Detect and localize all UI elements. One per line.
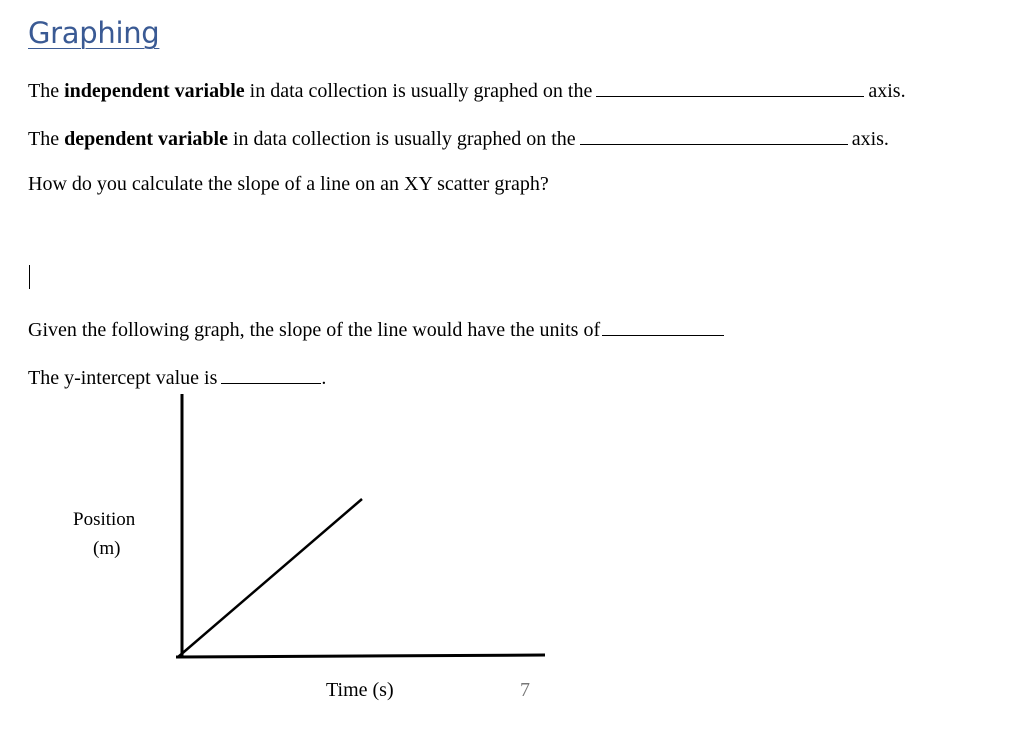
data-line: [178, 499, 362, 657]
q2-middle: in data collection is usually graphed on the: [228, 128, 576, 150]
page-number: 7: [520, 679, 530, 701]
q1-bold-term: independent variable: [64, 80, 245, 102]
q1-suffix: axis.: [868, 80, 906, 102]
q1-prefix: The: [28, 80, 65, 102]
q2-bold-term: dependent variable: [64, 128, 228, 150]
page-title: Graphing: [28, 16, 160, 50]
y-axis-label-line1: Position: [73, 509, 136, 530]
q5-suffix: .: [321, 367, 327, 389]
x-axis: [176, 655, 545, 657]
q1-middle: in data collection is usually graphed on the: [244, 80, 593, 102]
x-axis-label: Time (s): [326, 679, 394, 701]
q2-prefix: The: [28, 128, 65, 150]
q3-text: How do you calculate the slope of a line on an XY scatter graph?: [28, 173, 549, 195]
q5-text: The y-intercept value is: [28, 367, 218, 389]
y-axis-label-line2: (m): [93, 538, 121, 558]
q2-suffix: axis.: [851, 128, 889, 150]
q4-text: Given the following graph, the slope of the line would have the units of: [28, 319, 601, 341]
